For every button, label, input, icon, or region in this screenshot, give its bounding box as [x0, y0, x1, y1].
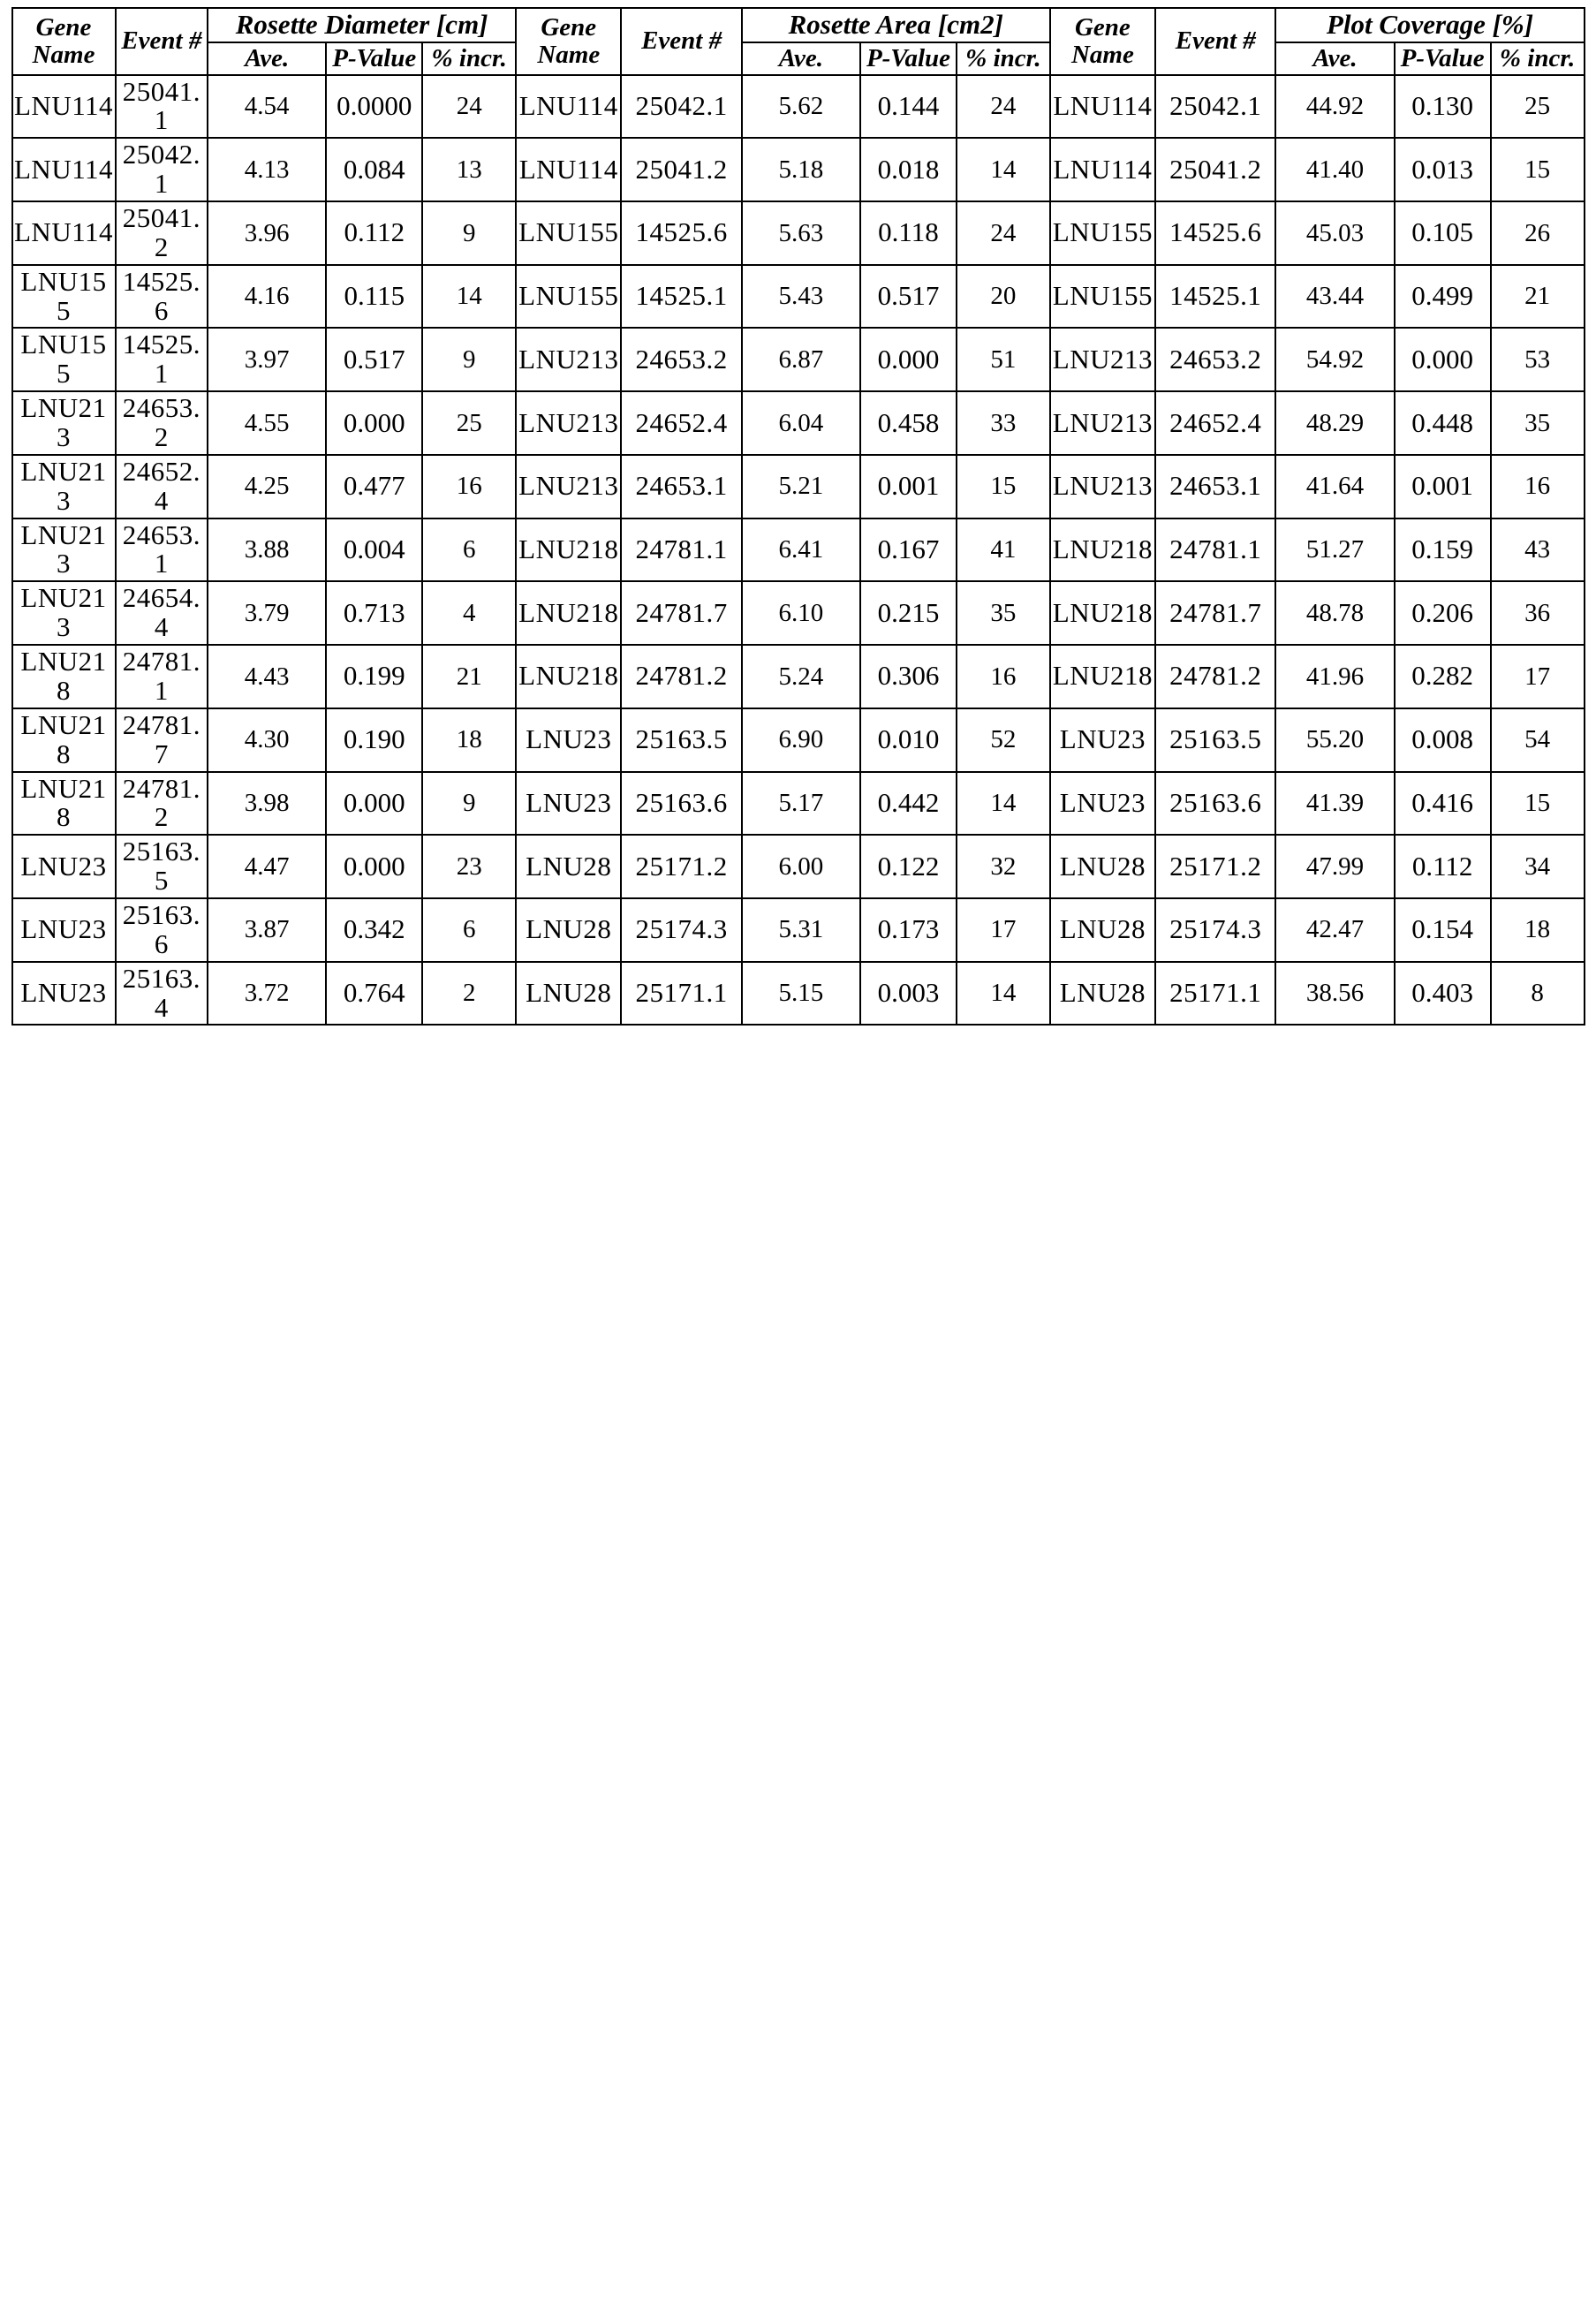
coverage-percent-increase: 18 [1491, 898, 1585, 962]
diameter-average: 4.54 [208, 75, 326, 139]
gene-name-1: LNU218 [12, 645, 116, 708]
diameter-percent-increase: 6 [422, 898, 516, 962]
header-event-2: Event # [621, 8, 741, 75]
header-plot-coverage: Plot Coverage [%] [1275, 8, 1584, 42]
area-percent-increase: 32 [957, 835, 1050, 898]
event-number-2: 24781.7 [621, 581, 741, 645]
diameter-pvalue: 0.713 [326, 581, 422, 645]
diameter-average: 4.25 [208, 455, 326, 518]
diameter-percent-increase: 9 [422, 328, 516, 391]
area-pvalue: 0.306 [860, 645, 957, 708]
area-average: 5.21 [742, 455, 860, 518]
table-row [12, 708, 1585, 772]
gene-name-1: LNU213 [12, 391, 116, 455]
gene-name-2: LNU114 [516, 138, 621, 201]
area-pvalue: 0.010 [860, 708, 957, 772]
area-average: 5.24 [742, 645, 860, 708]
gene-name-3: LNU114 [1050, 138, 1155, 201]
diameter-pvalue: 0.199 [326, 645, 422, 708]
diameter-pvalue: 0.517 [326, 328, 422, 391]
coverage-pvalue: 0.008 [1395, 708, 1491, 772]
event-number-1: 25042.1 [116, 138, 208, 201]
event-number-2: 25163.5 [621, 708, 741, 772]
area-percent-increase: 15 [957, 455, 1050, 518]
gene-name-3: LNU23 [1050, 708, 1155, 772]
diameter-pvalue: 0.342 [326, 898, 422, 962]
gene-name-3: LNU218 [1050, 518, 1155, 582]
coverage-percent-increase: 26 [1491, 201, 1585, 265]
event-number-1: 24652.4 [116, 455, 208, 518]
area-average: 6.10 [742, 581, 860, 645]
event-number-3: 24781.2 [1155, 645, 1275, 708]
gene-name-2: LNU213 [516, 391, 621, 455]
area-pvalue: 0.000 [860, 328, 957, 391]
event-number-1: 24654.4 [116, 581, 208, 645]
event-number-3: 24781.7 [1155, 581, 1275, 645]
table-header [12, 8, 1585, 75]
event-number-1: 14525.6 [116, 265, 208, 329]
coverage-average: 47.99 [1275, 835, 1394, 898]
subheader-ave-3: Ave. [1275, 42, 1394, 75]
gene-name-3: LNU114 [1050, 75, 1155, 139]
diameter-average: 3.72 [208, 962, 326, 1026]
diameter-percent-increase: 18 [422, 708, 516, 772]
area-pvalue: 0.215 [860, 581, 957, 645]
coverage-percent-increase: 15 [1491, 772, 1585, 836]
gene-name-2: LNU213 [516, 455, 621, 518]
area-average: 5.31 [742, 898, 860, 962]
coverage-average: 48.78 [1275, 581, 1394, 645]
coverage-pvalue: 0.130 [1395, 75, 1491, 139]
area-average: 6.87 [742, 328, 860, 391]
area-percent-increase: 17 [957, 898, 1050, 962]
table-row [12, 75, 1585, 139]
event-number-1: 25163.6 [116, 898, 208, 962]
event-number-3: 24652.4 [1155, 391, 1275, 455]
event-number-3: 25041.2 [1155, 138, 1275, 201]
subheader-ave-1: Ave. [208, 42, 326, 75]
gene-name-1: LNU114 [12, 75, 116, 139]
diameter-average: 4.16 [208, 265, 326, 329]
gene-name-1: LNU114 [12, 138, 116, 201]
gene-name-2: LNU213 [516, 328, 621, 391]
event-number-2: 25171.1 [621, 962, 741, 1026]
diameter-average: 4.47 [208, 835, 326, 898]
coverage-pvalue: 0.154 [1395, 898, 1491, 962]
gene-name-2: LNU28 [516, 962, 621, 1026]
diameter-average: 3.79 [208, 581, 326, 645]
coverage-pvalue: 0.416 [1395, 772, 1491, 836]
table-row [12, 962, 1585, 1026]
event-number-2: 25042.1 [621, 75, 741, 139]
subheader-incr-3: % incr. [1491, 42, 1585, 75]
diameter-percent-increase: 4 [422, 581, 516, 645]
coverage-percent-increase: 17 [1491, 645, 1585, 708]
coverage-average: 41.64 [1275, 455, 1394, 518]
coverage-average: 48.29 [1275, 391, 1394, 455]
subheader-pvalue-1: P-Value [326, 42, 422, 75]
gene-name-1: LNU155 [12, 265, 116, 329]
coverage-average: 38.56 [1275, 962, 1394, 1026]
gene-name-3: LNU155 [1050, 265, 1155, 329]
event-number-3: 25163.6 [1155, 772, 1275, 836]
table-row [12, 518, 1585, 582]
gene-name-1: LNU23 [12, 898, 116, 962]
diameter-pvalue: 0.004 [326, 518, 422, 582]
event-number-1: 24781.7 [116, 708, 208, 772]
coverage-average: 51.27 [1275, 518, 1394, 582]
area-percent-increase: 51 [957, 328, 1050, 391]
event-number-3: 25171.2 [1155, 835, 1275, 898]
diameter-average: 4.55 [208, 391, 326, 455]
diameter-pvalue: 0.000 [326, 391, 422, 455]
table-row [12, 835, 1585, 898]
gene-name-3: LNU28 [1050, 835, 1155, 898]
header-rosette-area: Rosette Area [cm2] [742, 8, 1050, 42]
event-number-2: 24781.2 [621, 645, 741, 708]
diameter-pvalue: 0.000 [326, 772, 422, 836]
coverage-pvalue: 0.112 [1395, 835, 1491, 898]
subheader-pvalue-2: P-Value [860, 42, 957, 75]
gene-name-3: LNU155 [1050, 201, 1155, 265]
area-percent-increase: 41 [957, 518, 1050, 582]
diameter-pvalue: 0.084 [326, 138, 422, 201]
coverage-percent-increase: 15 [1491, 138, 1585, 201]
diameter-average: 4.13 [208, 138, 326, 201]
event-number-3: 25163.5 [1155, 708, 1275, 772]
coverage-pvalue: 0.001 [1395, 455, 1491, 518]
coverage-percent-increase: 54 [1491, 708, 1585, 772]
coverage-pvalue: 0.105 [1395, 201, 1491, 265]
subheader-incr-2: % incr. [957, 42, 1050, 75]
area-pvalue: 0.458 [860, 391, 957, 455]
coverage-pvalue: 0.403 [1395, 962, 1491, 1026]
area-percent-increase: 14 [957, 138, 1050, 201]
table-row [12, 265, 1585, 329]
event-number-2: 25171.2 [621, 835, 741, 898]
event-number-2: 24653.2 [621, 328, 741, 391]
gene-name-1: LNU23 [12, 835, 116, 898]
area-pvalue: 0.173 [860, 898, 957, 962]
event-number-1: 14525.1 [116, 328, 208, 391]
gene-name-1: LNU23 [12, 962, 116, 1026]
event-number-2: 25041.2 [621, 138, 741, 201]
event-number-3: 25171.1 [1155, 962, 1275, 1026]
coverage-percent-increase: 25 [1491, 75, 1585, 139]
coverage-percent-increase: 36 [1491, 581, 1585, 645]
diameter-percent-increase: 9 [422, 772, 516, 836]
diameter-percent-increase: 14 [422, 265, 516, 329]
results-table [11, 7, 1585, 1026]
header-event-3: Event # [1155, 8, 1275, 75]
area-percent-increase: 14 [957, 962, 1050, 1026]
area-percent-increase: 24 [957, 75, 1050, 139]
event-number-3: 24781.1 [1155, 518, 1275, 582]
area-pvalue: 0.442 [860, 772, 957, 836]
gene-name-2: LNU23 [516, 772, 621, 836]
table-row [12, 898, 1585, 962]
gene-name-3: LNU213 [1050, 328, 1155, 391]
gene-name-1: LNU218 [12, 772, 116, 836]
coverage-percent-increase: 16 [1491, 455, 1585, 518]
diameter-pvalue: 0.112 [326, 201, 422, 265]
diameter-percent-increase: 24 [422, 75, 516, 139]
diameter-percent-increase: 23 [422, 835, 516, 898]
coverage-pvalue: 0.499 [1395, 265, 1491, 329]
area-average: 5.18 [742, 138, 860, 201]
event-number-3: 24653.1 [1155, 455, 1275, 518]
coverage-percent-increase: 34 [1491, 835, 1585, 898]
gene-name-3: LNU213 [1050, 391, 1155, 455]
area-average: 5.17 [742, 772, 860, 836]
diameter-average: 3.88 [208, 518, 326, 582]
area-pvalue: 0.118 [860, 201, 957, 265]
gene-name-3: LNU213 [1050, 455, 1155, 518]
diameter-average: 4.30 [208, 708, 326, 772]
event-number-2: 24652.4 [621, 391, 741, 455]
header-row-group [12, 8, 1585, 42]
area-percent-increase: 35 [957, 581, 1050, 645]
coverage-pvalue: 0.013 [1395, 138, 1491, 201]
gene-name-3: LNU28 [1050, 962, 1155, 1026]
coverage-average: 42.47 [1275, 898, 1394, 962]
diameter-pvalue: 0.115 [326, 265, 422, 329]
gene-name-2: LNU218 [516, 518, 621, 582]
coverage-pvalue: 0.159 [1395, 518, 1491, 582]
area-average: 5.15 [742, 962, 860, 1026]
event-number-1: 25163.4 [116, 962, 208, 1026]
event-number-2: 25163.6 [621, 772, 741, 836]
header-row-sub [12, 42, 1585, 75]
table-row [12, 391, 1585, 455]
gene-name-2: LNU218 [516, 645, 621, 708]
area-pvalue: 0.018 [860, 138, 957, 201]
event-number-3: 14525.6 [1155, 201, 1275, 265]
table-row [12, 455, 1585, 518]
subheader-incr-1: % incr. [422, 42, 516, 75]
event-number-1: 24781.2 [116, 772, 208, 836]
event-number-1: 24781.1 [116, 645, 208, 708]
coverage-average: 44.92 [1275, 75, 1394, 139]
gene-name-1: LNU218 [12, 708, 116, 772]
area-pvalue: 0.122 [860, 835, 957, 898]
event-number-3: 14525.1 [1155, 265, 1275, 329]
event-number-1: 25041.2 [116, 201, 208, 265]
event-number-2: 24653.1 [621, 455, 741, 518]
area-average: 6.41 [742, 518, 860, 582]
event-number-1: 24653.1 [116, 518, 208, 582]
coverage-average: 41.96 [1275, 645, 1394, 708]
area-pvalue: 0.003 [860, 962, 957, 1026]
gene-name-2: LNU155 [516, 201, 621, 265]
diameter-pvalue: 0.764 [326, 962, 422, 1026]
area-percent-increase: 24 [957, 201, 1050, 265]
event-number-2: 14525.1 [621, 265, 741, 329]
gene-name-2: LNU28 [516, 835, 621, 898]
area-pvalue: 0.144 [860, 75, 957, 139]
gene-name-3: LNU218 [1050, 645, 1155, 708]
gene-name-2: LNU155 [516, 265, 621, 329]
coverage-average: 55.20 [1275, 708, 1394, 772]
coverage-average: 54.92 [1275, 328, 1394, 391]
gene-name-2: LNU23 [516, 708, 621, 772]
area-average: 6.04 [742, 391, 860, 455]
header-event-1: Event # [116, 8, 208, 75]
diameter-percent-increase: 16 [422, 455, 516, 518]
header-gene-name-3: Gene Name [1050, 8, 1155, 75]
coverage-percent-increase: 21 [1491, 265, 1585, 329]
header-rosette-diameter: Rosette Diameter [cm] [208, 8, 516, 42]
area-percent-increase: 16 [957, 645, 1050, 708]
diameter-pvalue: 0.000 [326, 835, 422, 898]
diameter-percent-increase: 21 [422, 645, 516, 708]
diameter-pvalue: 0.0000 [326, 75, 422, 139]
coverage-average: 43.44 [1275, 265, 1394, 329]
diameter-percent-increase: 13 [422, 138, 516, 201]
event-number-1: 24653.2 [116, 391, 208, 455]
event-number-3: 24653.2 [1155, 328, 1275, 391]
diameter-percent-increase: 9 [422, 201, 516, 265]
event-number-2: 25174.3 [621, 898, 741, 962]
area-pvalue: 0.517 [860, 265, 957, 329]
coverage-average: 45.03 [1275, 201, 1394, 265]
diameter-percent-increase: 6 [422, 518, 516, 582]
diameter-pvalue: 0.477 [326, 455, 422, 518]
area-average: 5.43 [742, 265, 860, 329]
subheader-ave-2: Ave. [742, 42, 860, 75]
diameter-pvalue: 0.190 [326, 708, 422, 772]
area-average: 6.00 [742, 835, 860, 898]
coverage-pvalue: 0.282 [1395, 645, 1491, 708]
event-number-1: 25041.1 [116, 75, 208, 139]
event-number-3: 25174.3 [1155, 898, 1275, 962]
event-number-2: 24781.1 [621, 518, 741, 582]
gene-name-2: LNU218 [516, 581, 621, 645]
area-pvalue: 0.167 [860, 518, 957, 582]
area-percent-increase: 52 [957, 708, 1050, 772]
area-average: 6.90 [742, 708, 860, 772]
diameter-average: 4.43 [208, 645, 326, 708]
coverage-percent-increase: 53 [1491, 328, 1585, 391]
gene-name-1: LNU213 [12, 455, 116, 518]
diameter-average: 3.87 [208, 898, 326, 962]
coverage-pvalue: 0.000 [1395, 328, 1491, 391]
area-pvalue: 0.001 [860, 455, 957, 518]
event-number-1: 25163.5 [116, 835, 208, 898]
gene-name-1: LNU114 [12, 201, 116, 265]
table-row [12, 772, 1585, 836]
table-row [12, 645, 1585, 708]
coverage-average: 41.39 [1275, 772, 1394, 836]
coverage-percent-increase: 35 [1491, 391, 1585, 455]
header-gene-name-2: Gene Name [516, 8, 621, 75]
header-gene-name-1: Gene Name [12, 8, 116, 75]
area-percent-increase: 20 [957, 265, 1050, 329]
gene-name-2: LNU28 [516, 898, 621, 962]
area-average: 5.63 [742, 201, 860, 265]
diameter-percent-increase: 25 [422, 391, 516, 455]
gene-name-1: LNU155 [12, 328, 116, 391]
gene-name-3: LNU218 [1050, 581, 1155, 645]
gene-name-3: LNU28 [1050, 898, 1155, 962]
table-row [12, 201, 1585, 265]
area-percent-increase: 33 [957, 391, 1050, 455]
coverage-percent-increase: 8 [1491, 962, 1585, 1026]
table-row [12, 581, 1585, 645]
event-number-3: 25042.1 [1155, 75, 1275, 139]
area-percent-increase: 14 [957, 772, 1050, 836]
gene-name-1: LNU213 [12, 581, 116, 645]
table-body [12, 75, 1585, 1026]
diameter-average: 3.96 [208, 201, 326, 265]
coverage-pvalue: 0.448 [1395, 391, 1491, 455]
gene-name-3: LNU23 [1050, 772, 1155, 836]
table-row [12, 138, 1585, 201]
event-number-2: 14525.6 [621, 201, 741, 265]
table-row [12, 328, 1585, 391]
coverage-percent-increase: 43 [1491, 518, 1585, 582]
diameter-average: 3.97 [208, 328, 326, 391]
gene-name-1: LNU213 [12, 518, 116, 582]
gene-name-2: LNU114 [516, 75, 621, 139]
subheader-pvalue-3: P-Value [1395, 42, 1491, 75]
diameter-percent-increase: 2 [422, 962, 516, 1026]
coverage-pvalue: 0.206 [1395, 581, 1491, 645]
area-average: 5.62 [742, 75, 860, 139]
diameter-average: 3.98 [208, 772, 326, 836]
coverage-average: 41.40 [1275, 138, 1394, 201]
